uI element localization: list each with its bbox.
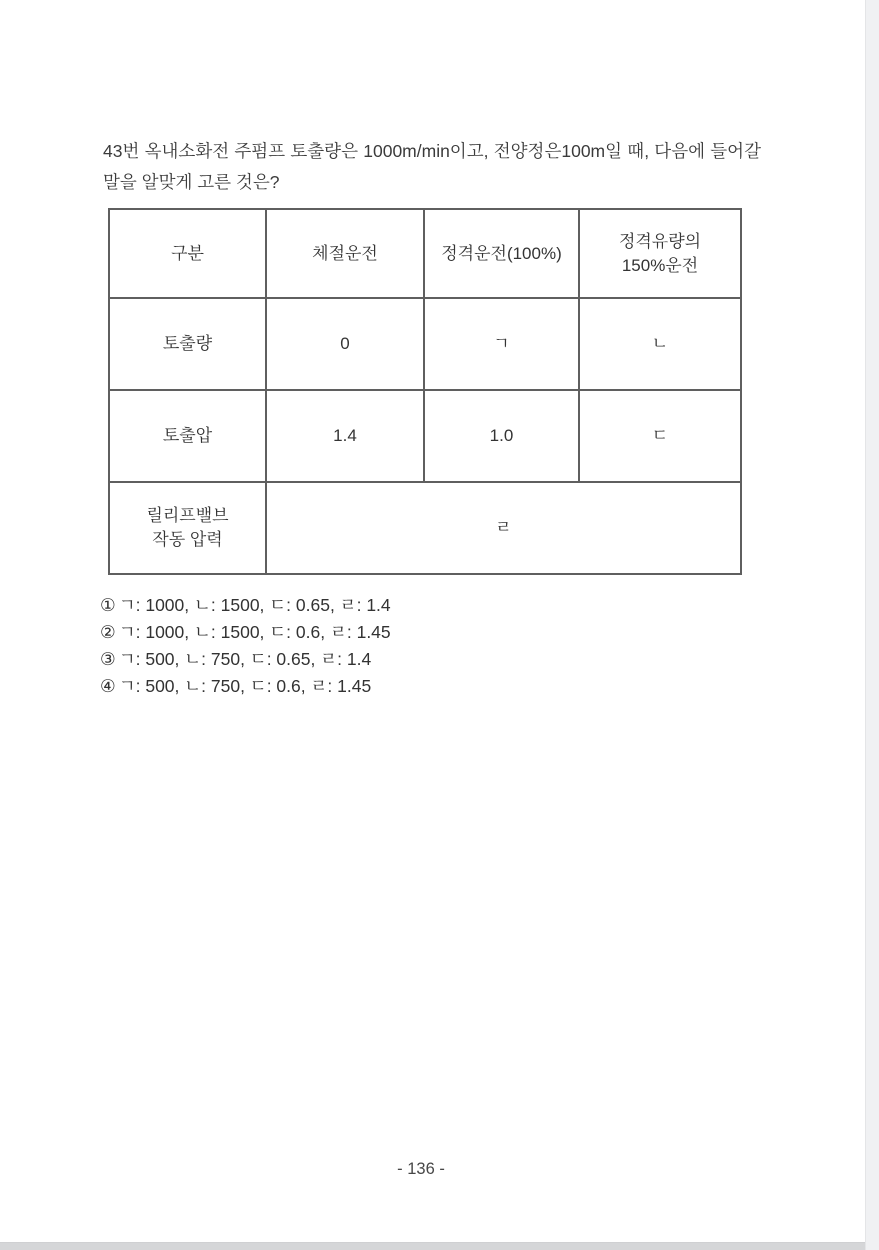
row-label-cell [109,390,266,482]
question-text: 43번 옥내소화전 주펌프 토출량은 1000m/min이고, 전양정은100m일 때, 다음에 들어갈 말을 알맞게 고른 것은? [103,141,761,192]
option-3-text: ㄱ: 500, ㄴ: 750, ㄷ: 0.65, ㄹ: 1.4 [118,649,372,669]
table-cell: 1.4 [266,390,424,482]
answer-options [100,592,391,700]
option-1-marker: ① [100,595,116,615]
option-4 [100,673,391,700]
row-label-cell [109,298,266,390]
option-2-marker: ② [100,622,116,642]
table-header-text-line1: 정격유량의 [618,231,702,251]
table-header-150pct [579,209,741,298]
table-row-discharge-flow [109,298,741,390]
table-merged-cell: ㄹ [266,482,741,574]
table-cell: 0 [266,298,424,390]
table-cell: ㄴ [579,298,741,390]
table-cell: 1.0 [424,390,579,482]
row-label-line2: 작동 압력 [152,530,223,549]
table-cell: ㄱ [424,298,579,390]
table-cell: ㄷ [579,390,741,482]
option-4-marker: ④ [100,676,116,696]
question-table [108,208,742,575]
option-3 [100,646,391,673]
option-2 [100,619,391,646]
option-4-text: ㄱ: 500, ㄴ: 750, ㄷ: 0.6, ㄹ: 1.45 [118,676,372,696]
table-header-gubun [109,209,266,298]
option-2-text: ㄱ: 1000, ㄴ: 1500, ㄷ: 0.6, ㄹ: 1.45 [118,622,391,642]
table-header-row [109,209,741,298]
table-header-text: 체절운전 [312,243,378,263]
row-label: 토출량 [162,334,213,353]
row-label-line1: 릴리프밸브 [146,506,229,525]
bottom-edge-bar [0,1242,865,1250]
table-row-relief-valve [109,482,741,574]
scrollbar-track[interactable] [865,0,879,1250]
table-header-text-line2: 150%운전 [621,255,699,275]
table-header-rated [424,209,579,298]
table-header-text: 정격운전(100%) [441,243,562,263]
table-row-discharge-pressure [109,390,741,482]
option-3-marker: ③ [100,649,116,669]
option-1 [100,592,391,619]
row-label: 토출압 [162,426,213,445]
option-1-text: ㄱ: 1000, ㄴ: 1500, ㄷ: 0.65, ㄹ: 1.4 [118,595,391,615]
table-header-shutoff [266,209,424,298]
table-header-text: 구분 [171,243,204,263]
row-label-cell [109,482,266,574]
page-number: - 136 - [397,1160,445,1178]
